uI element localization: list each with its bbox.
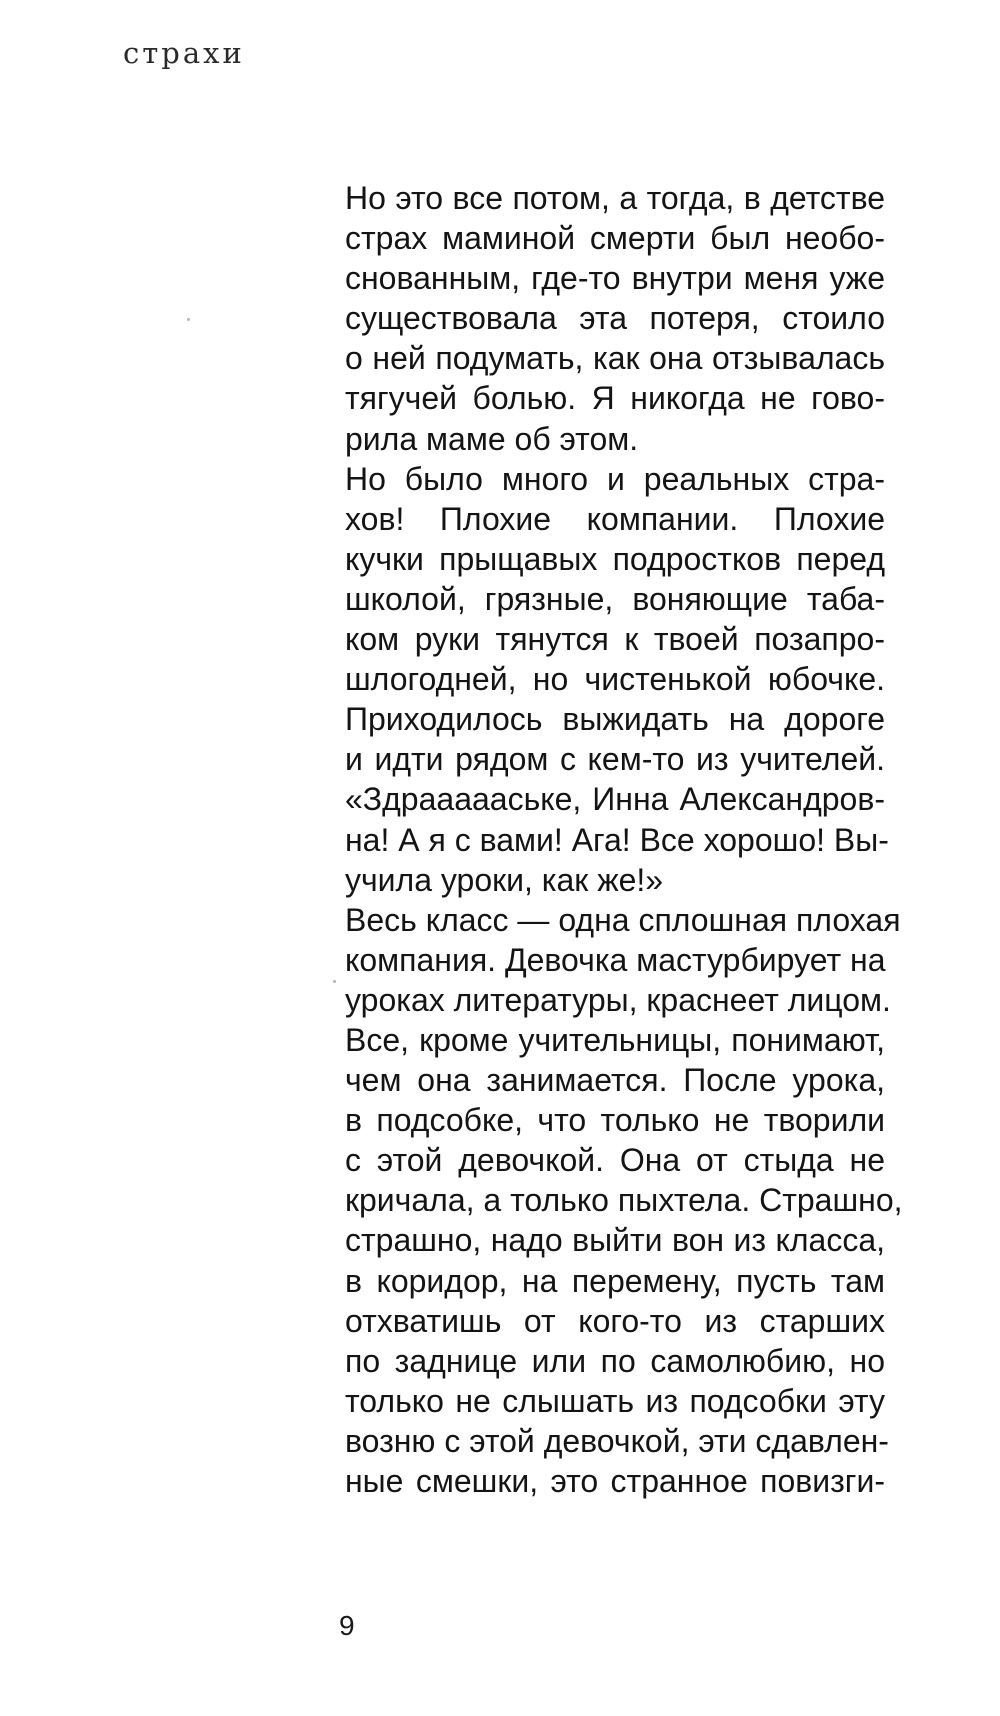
text-line: в подсобке, что только не творили — [345, 1102, 885, 1139]
text-line: шлогодней, но чистенькой юбочке. — [345, 661, 885, 698]
text-line: компания. Девочка мастурбирует на — [345, 941, 886, 978]
text-line: тягучей болью. Я никогда не гово- — [345, 380, 885, 417]
text-line: школой, грязные, воняющие таба- — [345, 580, 885, 617]
print-speck — [187, 318, 190, 321]
page-number: 9 — [339, 1610, 355, 1641]
text-line: с этой девочкой. Она от стыда не — [345, 1142, 885, 1179]
text-line: Но было много и реальных стра- — [345, 460, 885, 497]
text-line: ком руки тянутся к твоей позапро- — [345, 621, 885, 658]
text-line: кричала, а только пыхтела. Страшно, — [345, 1182, 903, 1219]
text-line: возню с этой девочкой, эти сдавлен- — [345, 1422, 889, 1459]
text-line: страшно, надо выйти вон из класса, — [345, 1222, 885, 1259]
running-title: страхи — [123, 36, 245, 70]
text-line: отхватишь от кого-то из старших — [345, 1302, 885, 1339]
text-line: чем она занимается. После урока, — [345, 1062, 885, 1099]
text-line: Но это все потом, а тогда, в детстве — [345, 180, 885, 216]
text-line: Все, кроме учительницы, понимают, — [345, 1021, 885, 1058]
text-line: по заднице или по самолюбию, но — [345, 1342, 885, 1379]
text-line: «Здраааааське, Инна Александров- — [345, 781, 885, 818]
text-line: кучки прыщавых подростков перед — [345, 540, 885, 577]
text-line: существовала эта потеря, стоило — [345, 300, 885, 337]
text-line: хов! Плохие компании. Плохие — [345, 500, 885, 537]
print-speck — [333, 980, 336, 983]
text-line: Приходилось выжидать на дороге — [345, 701, 885, 738]
text-line: учила уроки, как же!» — [345, 861, 664, 898]
text-line: и идти рядом с кем-то из учителей. — [345, 741, 885, 778]
text-line: Весь класс — одна сплошная плохая — [345, 901, 901, 938]
text-line: только не слышать из подсобки эту — [345, 1382, 885, 1419]
text-line: снованным, где-то внутри меня уже — [345, 260, 885, 297]
text-line: о ней подумать, как она отзывалась — [345, 340, 885, 377]
text-line: в коридор, на перемену, пусть там — [345, 1262, 885, 1299]
text-line: на! А я с вами! Ага! Все хорошо! Вы- — [345, 821, 889, 858]
text-line: страх маминой смерти был необо- — [345, 220, 885, 257]
text-line: рила маме об этом. — [345, 420, 639, 457]
body-text — [345, 178, 903, 1501]
text-line: ные смешки, это странное повизги- — [345, 1463, 885, 1499]
text-line: уроках литературы, краснеет лицом. — [345, 981, 891, 1018]
